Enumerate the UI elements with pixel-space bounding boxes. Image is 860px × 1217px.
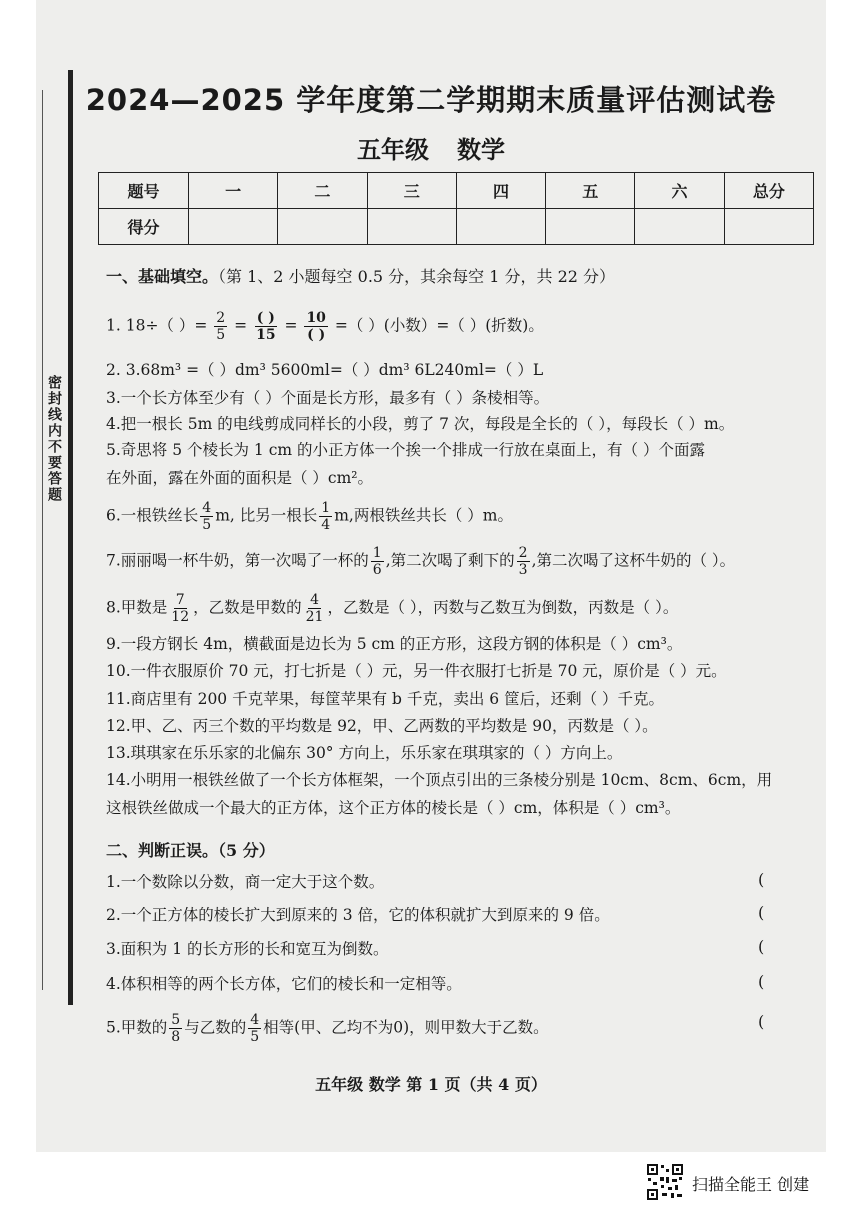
frac-den: 3 xyxy=(518,562,528,578)
q1-fraction-2 xyxy=(254,310,277,343)
frac-den: 8 xyxy=(171,1029,181,1045)
question-10: 10.一件衣服原价 70 元，打七折是（ ）元，另一件衣服打七折是 70 元，原价是（ ）元。 xyxy=(106,662,727,680)
score-table-cell: 三 xyxy=(367,173,456,209)
q7-fraction-1 xyxy=(371,545,384,578)
judge-item-2: 2.一个正方体的棱长扩大到原来的 3 倍，它的体积就扩大到原来的 9 倍。 xyxy=(106,906,610,924)
section1-note: （第 1、2 小题每空 0.5 分，其余每空 1 分，共 22 分） xyxy=(218,267,616,286)
section2-heading: 二、判断正误。（5 分） xyxy=(106,841,275,860)
score-table-score-row xyxy=(99,209,814,245)
answer-paren[interactable]: ( xyxy=(758,870,765,889)
section1-title: 一、基础填空。 xyxy=(106,267,219,286)
frac-den: 6 xyxy=(372,562,382,578)
question-12: 12.甲、乙、丙三个数的平均数是 92，甲、乙两数的平均数是 90，丙数是（ ）。 xyxy=(106,717,658,735)
q6-text-b: m, 比另一根长 xyxy=(215,506,318,525)
question-2: 2. 3.68m³ =（ ）dm³ 5600ml=（ ）dm³ 6L240ml=（ ）L xyxy=(106,361,544,379)
score-input-cell[interactable] xyxy=(546,209,635,245)
q1-fraction-3 xyxy=(304,310,327,343)
answer-paren[interactable]: ( xyxy=(758,903,765,922)
question-14-line2: 这根铁丝做成一个最大的正方体，这个正方体的棱长是（ ）cm，体积是（ ）cm³。 xyxy=(106,799,681,817)
question-11: 11.商店里有 200 千克苹果，每筐苹果有 b 千克，卖出 6 筐后，还剩（ ）千克。 xyxy=(106,690,665,708)
score-input-cell[interactable] xyxy=(724,209,813,245)
frac-num: 4 xyxy=(202,500,212,516)
score-table-cell: 六 xyxy=(635,173,724,209)
score-input-cell[interactable] xyxy=(189,209,278,245)
frac-num: 4 xyxy=(310,592,320,608)
question-6 xyxy=(106,500,513,533)
score-table-cell: 四 xyxy=(456,173,545,209)
frac-den: 5 xyxy=(202,517,212,533)
question-1 xyxy=(106,310,544,343)
page-footer: 五年级 数学 第 1 页（共 4 页） xyxy=(315,1075,547,1094)
frac-den: ( ) xyxy=(307,327,326,343)
q1-text-a: 1. 18÷（ ）= xyxy=(106,316,208,335)
exam-title: 2024—2025 学年度第二学期期末质量评估测试卷 xyxy=(85,83,777,117)
score-table-cell: 五 xyxy=(546,173,635,209)
judge-item-5 xyxy=(106,1012,549,1045)
q8-text-b: ，乙数是甲数的 xyxy=(193,598,302,617)
question-7 xyxy=(106,545,735,578)
frac-den: 5 xyxy=(250,1029,260,1045)
judge-item-4: 4.体积相等的两个长方体，它们的棱长和一定相等。 xyxy=(106,975,462,993)
q7-fraction-2 xyxy=(517,545,530,578)
q8-text-c: ，乙数是（ ），丙数与乙数互为倒数，丙数是（ ）。 xyxy=(327,598,679,617)
frac-num: 4 xyxy=(250,1012,260,1028)
answer-paren[interactable]: ( xyxy=(758,972,765,991)
exam-subtitle xyxy=(36,130,826,165)
question-13: 13.琪琪家在乐乐家的北偏东 30° 方向上，乐乐家在琪琪家的（ ）方向上。 xyxy=(106,744,623,762)
question-9: 9.一段方钢长 4m，横截面是边长为 5 cm 的正方形，这段方钢的体积是（ ）cm³。 xyxy=(106,635,683,653)
q1-eq: = xyxy=(234,316,248,335)
q8-text-a: 8.甲数是 xyxy=(106,598,168,617)
grade-label: 五年级 xyxy=(357,136,429,164)
question-5-line1: 5.奇思将 5 个棱长为 1 cm 的小正方体一个挨一个排成一行放在桌面上，有（ ）个面露 xyxy=(106,441,705,459)
q6-fraction-2 xyxy=(319,500,332,533)
score-table xyxy=(98,172,814,245)
frac-num: 1 xyxy=(321,500,331,516)
q1-text-b: =（ ）(小数）=（ ）(折数)。 xyxy=(334,316,544,335)
frac-den: 5 xyxy=(216,327,226,343)
frac-num: 5 xyxy=(171,1012,181,1028)
frac-den: 4 xyxy=(321,517,331,533)
frac-num: 7 xyxy=(175,592,185,608)
j5-fraction-1 xyxy=(169,1012,182,1045)
q1-fraction-1 xyxy=(214,310,227,343)
frac-den: 21 xyxy=(305,609,324,625)
q6-text-a: 6.一根铁丝长 xyxy=(106,506,199,525)
q6-fraction-1 xyxy=(200,500,213,533)
scanner-watermark: 扫描全能王 创建 xyxy=(692,1175,810,1194)
score-table-header-row xyxy=(99,173,814,209)
frac-num: 1 xyxy=(372,545,382,561)
question-3: 3.一个长方体至少有（ ）个面是长方形，最多有（ ）条棱相等。 xyxy=(106,389,550,407)
question-5-line2: 在外面，露在外面的面积是（ ）cm²。 xyxy=(106,469,374,487)
q7-text-c: ,第二次喝了这杯牛奶的（ ）。 xyxy=(531,551,736,570)
frac-num: ( ) xyxy=(256,310,275,326)
judge-item-1: 1.一个数除以分数，商一定大于这个数。 xyxy=(106,873,385,891)
seal-line-text: 密封线内不要答题 xyxy=(46,375,62,503)
judge-item-3: 3.面积为 1 的长方形的长和宽互为倒数。 xyxy=(106,940,389,958)
j5-text-c: 相等(甲、乙均不为0)，则甲数大于乙数。 xyxy=(263,1018,549,1037)
frac-den: 12 xyxy=(171,609,190,625)
score-table-cell: 一 xyxy=(189,173,278,209)
q7-text-b: ,第二次喝了剩下的 xyxy=(385,551,515,570)
score-input-cell[interactable] xyxy=(456,209,545,245)
score-table-cell: 得分 xyxy=(99,209,189,245)
j5-text-b: 与乙数的 xyxy=(184,1018,247,1037)
q8-fraction-2 xyxy=(304,592,326,625)
question-4: 4.把一根长 5m 的电线剪成同样长的小段，剪了 7 次，每段是全长的（ ），每段长（ ）m。 xyxy=(106,415,735,433)
q7-text-a: 7.丽丽喝一杯牛奶，第一次喝了一杯的 xyxy=(106,551,369,570)
score-table-cell: 二 xyxy=(278,173,367,209)
q6-text-c: m,两根铁丝共长（ ）m。 xyxy=(334,506,513,525)
j5-text-a: 5.甲数的 xyxy=(106,1018,168,1037)
question-14-line1: 14.小明用一根铁丝做了一个长方体框架，一个顶点引出的三条棱分别是 10cm、8cm、6cm，用 xyxy=(106,771,773,789)
score-input-cell[interactable] xyxy=(367,209,456,245)
margin-rule-thin xyxy=(42,90,43,990)
binding-margin-line xyxy=(68,70,73,1005)
subject-label: 数学 xyxy=(457,136,505,164)
qr-code-icon xyxy=(646,1163,684,1201)
score-table-cell: 题号 xyxy=(99,173,189,209)
score-input-cell[interactable] xyxy=(635,209,724,245)
score-table-cell: 总分 xyxy=(724,173,813,209)
section1-heading xyxy=(106,264,615,287)
frac-den: 15 xyxy=(256,327,276,343)
exam-paper xyxy=(36,0,826,1152)
frac-num: 2 xyxy=(216,310,226,326)
q8-fraction-1 xyxy=(169,592,191,625)
answer-paren[interactable]: ( xyxy=(758,937,765,956)
frac-num: 2 xyxy=(518,545,528,561)
score-input-cell[interactable] xyxy=(278,209,367,245)
q1-eq: = xyxy=(284,316,298,335)
frac-num: 10 xyxy=(306,310,326,326)
question-8 xyxy=(106,592,678,625)
answer-paren[interactable]: ( xyxy=(758,1012,765,1031)
j5-fraction-2 xyxy=(248,1012,261,1045)
